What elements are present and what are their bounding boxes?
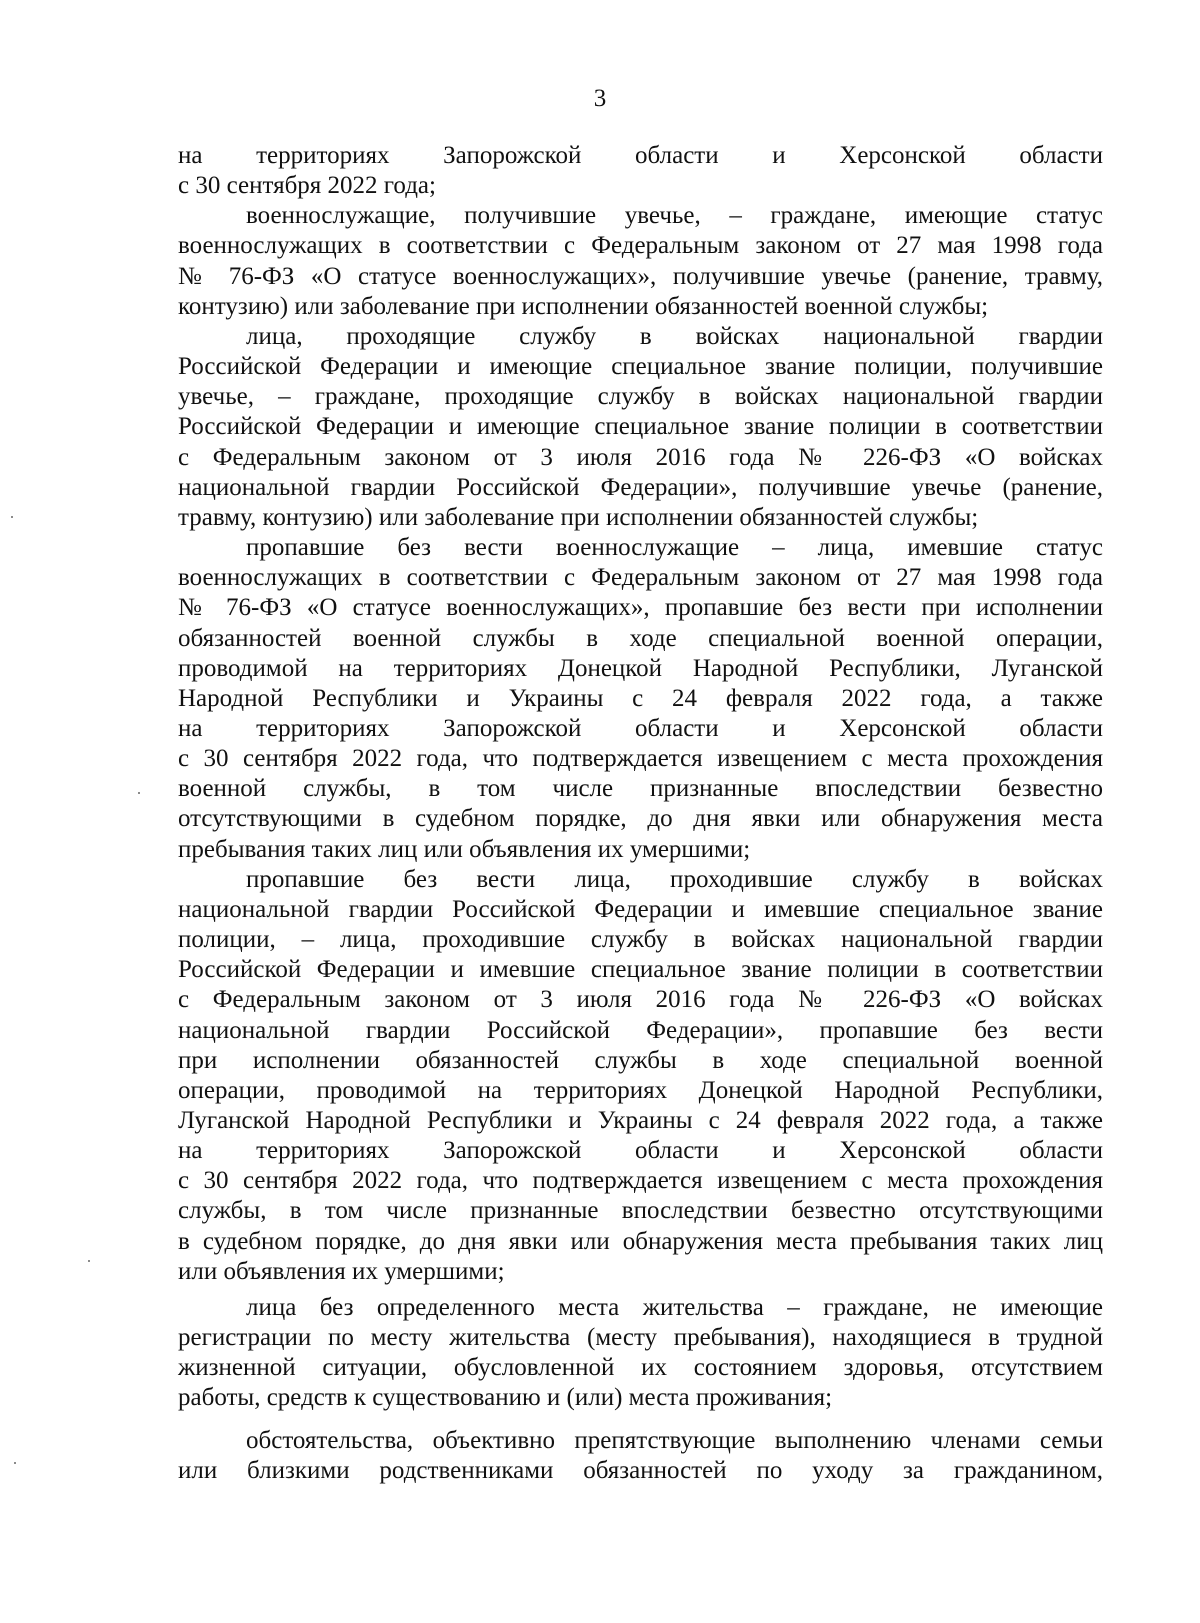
text-line: № 76-ФЗ «О статусе военнослужащих», пропавшие без вести при исполнении: [178, 594, 1103, 622]
text-line: работы, средств к существованию и (или) места проживания;: [178, 1384, 833, 1412]
text-line: обстоятельства, объективно препятствующие выполнению членами семьи: [246, 1426, 1103, 1454]
text-line: национальной гвардии Российской Федерации», пропавшие без вести: [178, 1016, 1103, 1044]
paragraph-circumstances: [178, 1426, 1103, 1486]
text-line: контузию) или заболевание при исполнении обязанностей военной службы;: [178, 292, 989, 320]
text-line: увечье, – граждане, проходящие службу в войсках национальной гвардии: [178, 383, 1103, 411]
text-line: жизненной ситуации, обусловленной их состоянием здоровья, отсутствием: [178, 1354, 1103, 1382]
paragraph-homeless: [178, 1293, 1103, 1414]
text-line: службы, в том числе признанные впоследствии безвестно отсутствующими: [178, 1197, 1103, 1225]
scan-speck: [11, 516, 13, 518]
text-line: с 30 сентября 2022 года;: [178, 172, 436, 200]
text-line: с 30 сентября 2022 года, что подтверждается извещением с места прохождения: [178, 1167, 1103, 1195]
page-number: 3: [593, 85, 607, 112]
scan-speck: [14, 1462, 16, 1464]
paragraph-injured-national-guard: [178, 322, 1103, 533]
text-line: Луганской Народной Республики и Украины с 24 февраля 2022 года, а также: [178, 1107, 1103, 1134]
text-line: военной службы, в том числе признанные впоследствии безвестно: [178, 775, 1103, 803]
text-line: с 30 сентября 2022 года, что подтверждается извещением с места прохождения: [178, 745, 1103, 773]
text-line: Российской Федерации и имевшие специальное звание полиции в соответствии: [178, 956, 1103, 984]
text-line: при исполнении обязанностей службы в ходе специальной военной: [178, 1046, 1103, 1074]
text-line: национальной гвардии Российской Федерации», получившие увечье (ранение,: [178, 473, 1103, 501]
text-line: на территориях Запорожской области и Херсонской области: [178, 142, 1103, 169]
text-line: проводимой на территориях Донецкой Народной Республики, Луганской: [178, 654, 1103, 682]
text-line: с Федеральным законом от 3 июля 2016 года № 226-ФЗ «О войсках: [178, 986, 1103, 1014]
text-line: или объявления их умершими;: [178, 1257, 505, 1285]
text-line: обязанностей военной службы в ходе специальной военной операции,: [178, 624, 1103, 652]
text-line: с Федеральным законом от 3 июля 2016 года № 226-ФЗ «О войсках: [178, 443, 1103, 471]
text-line: в судебном порядке, до дня явки или обнаружения места пребывания таких лиц: [178, 1227, 1103, 1255]
text-line: военнослужащих в соответствии с Федеральным законом от 27 мая 1998 года: [178, 564, 1103, 592]
text-line: на территориях Запорожской области и Херсонской области: [178, 1137, 1103, 1165]
text-line: № 76-ФЗ «О статусе военнослужащих», получившие увечье (ранение, травму,: [178, 262, 1103, 290]
text-line: лица без определенного места жительства – граждане, не имеющие: [246, 1293, 1103, 1321]
text-line: Российской Федерации и имеющие специальное звание полиции, получившие: [178, 353, 1103, 381]
paragraph-missing-servicemen: [178, 533, 1103, 865]
text-line: полиции, – лица, проходившие службу в войсках национальной гвардии: [178, 926, 1103, 954]
text-line: травму, контузию) или заболевание при исполнении обязанностей службы;: [178, 503, 979, 531]
document-body: [178, 141, 1103, 1486]
text-line: Народной Республики и Украины с 24 февраля 2022 года, а также: [178, 684, 1103, 712]
text-line: лица, проходящие службу в войсках национальной гвардии: [246, 322, 1103, 350]
paragraph-continuation: [178, 141, 1103, 201]
text-line: или близкими родственниками обязанностей по уходу за гражданином,: [178, 1456, 1103, 1484]
text-line: пропавшие без вести военнослужащие – лица, имевшие статус: [246, 534, 1103, 562]
text-line: пропавшие без вести лица, проходившие службу в войсках: [246, 865, 1103, 893]
paragraph-missing-national-guard: [178, 865, 1103, 1287]
text-line: регистрации по месту жительства (месту пребывания), находящиеся в трудной: [178, 1324, 1103, 1352]
text-line: операции, проводимой на территориях Донецкой Народной Республики,: [178, 1076, 1103, 1104]
text-line: на территориях Запорожской области и Херсонской области: [178, 714, 1103, 742]
text-line: отсутствующими в судебном порядке, до дня явки или обнаружения места: [178, 805, 1103, 833]
scan-speck: [88, 1260, 90, 1262]
paragraph-injured-servicemen: [178, 201, 1103, 322]
text-line: военнослужащих в соответствии с Федеральным законом от 27 мая 1998 года: [178, 232, 1103, 260]
text-line: национальной гвардии Российской Федерации и имевшие специальное звание: [178, 895, 1103, 923]
text-line: Российской Федерации и имеющие специальное звание полиции в соответствии: [178, 413, 1103, 441]
text-line: военнослужащие, получившие увечье, – граждане, имеющие статус: [246, 202, 1103, 230]
scan-speck: [138, 792, 140, 794]
text-line: пребывания таких лиц или объявления их умершими;: [178, 835, 751, 863]
